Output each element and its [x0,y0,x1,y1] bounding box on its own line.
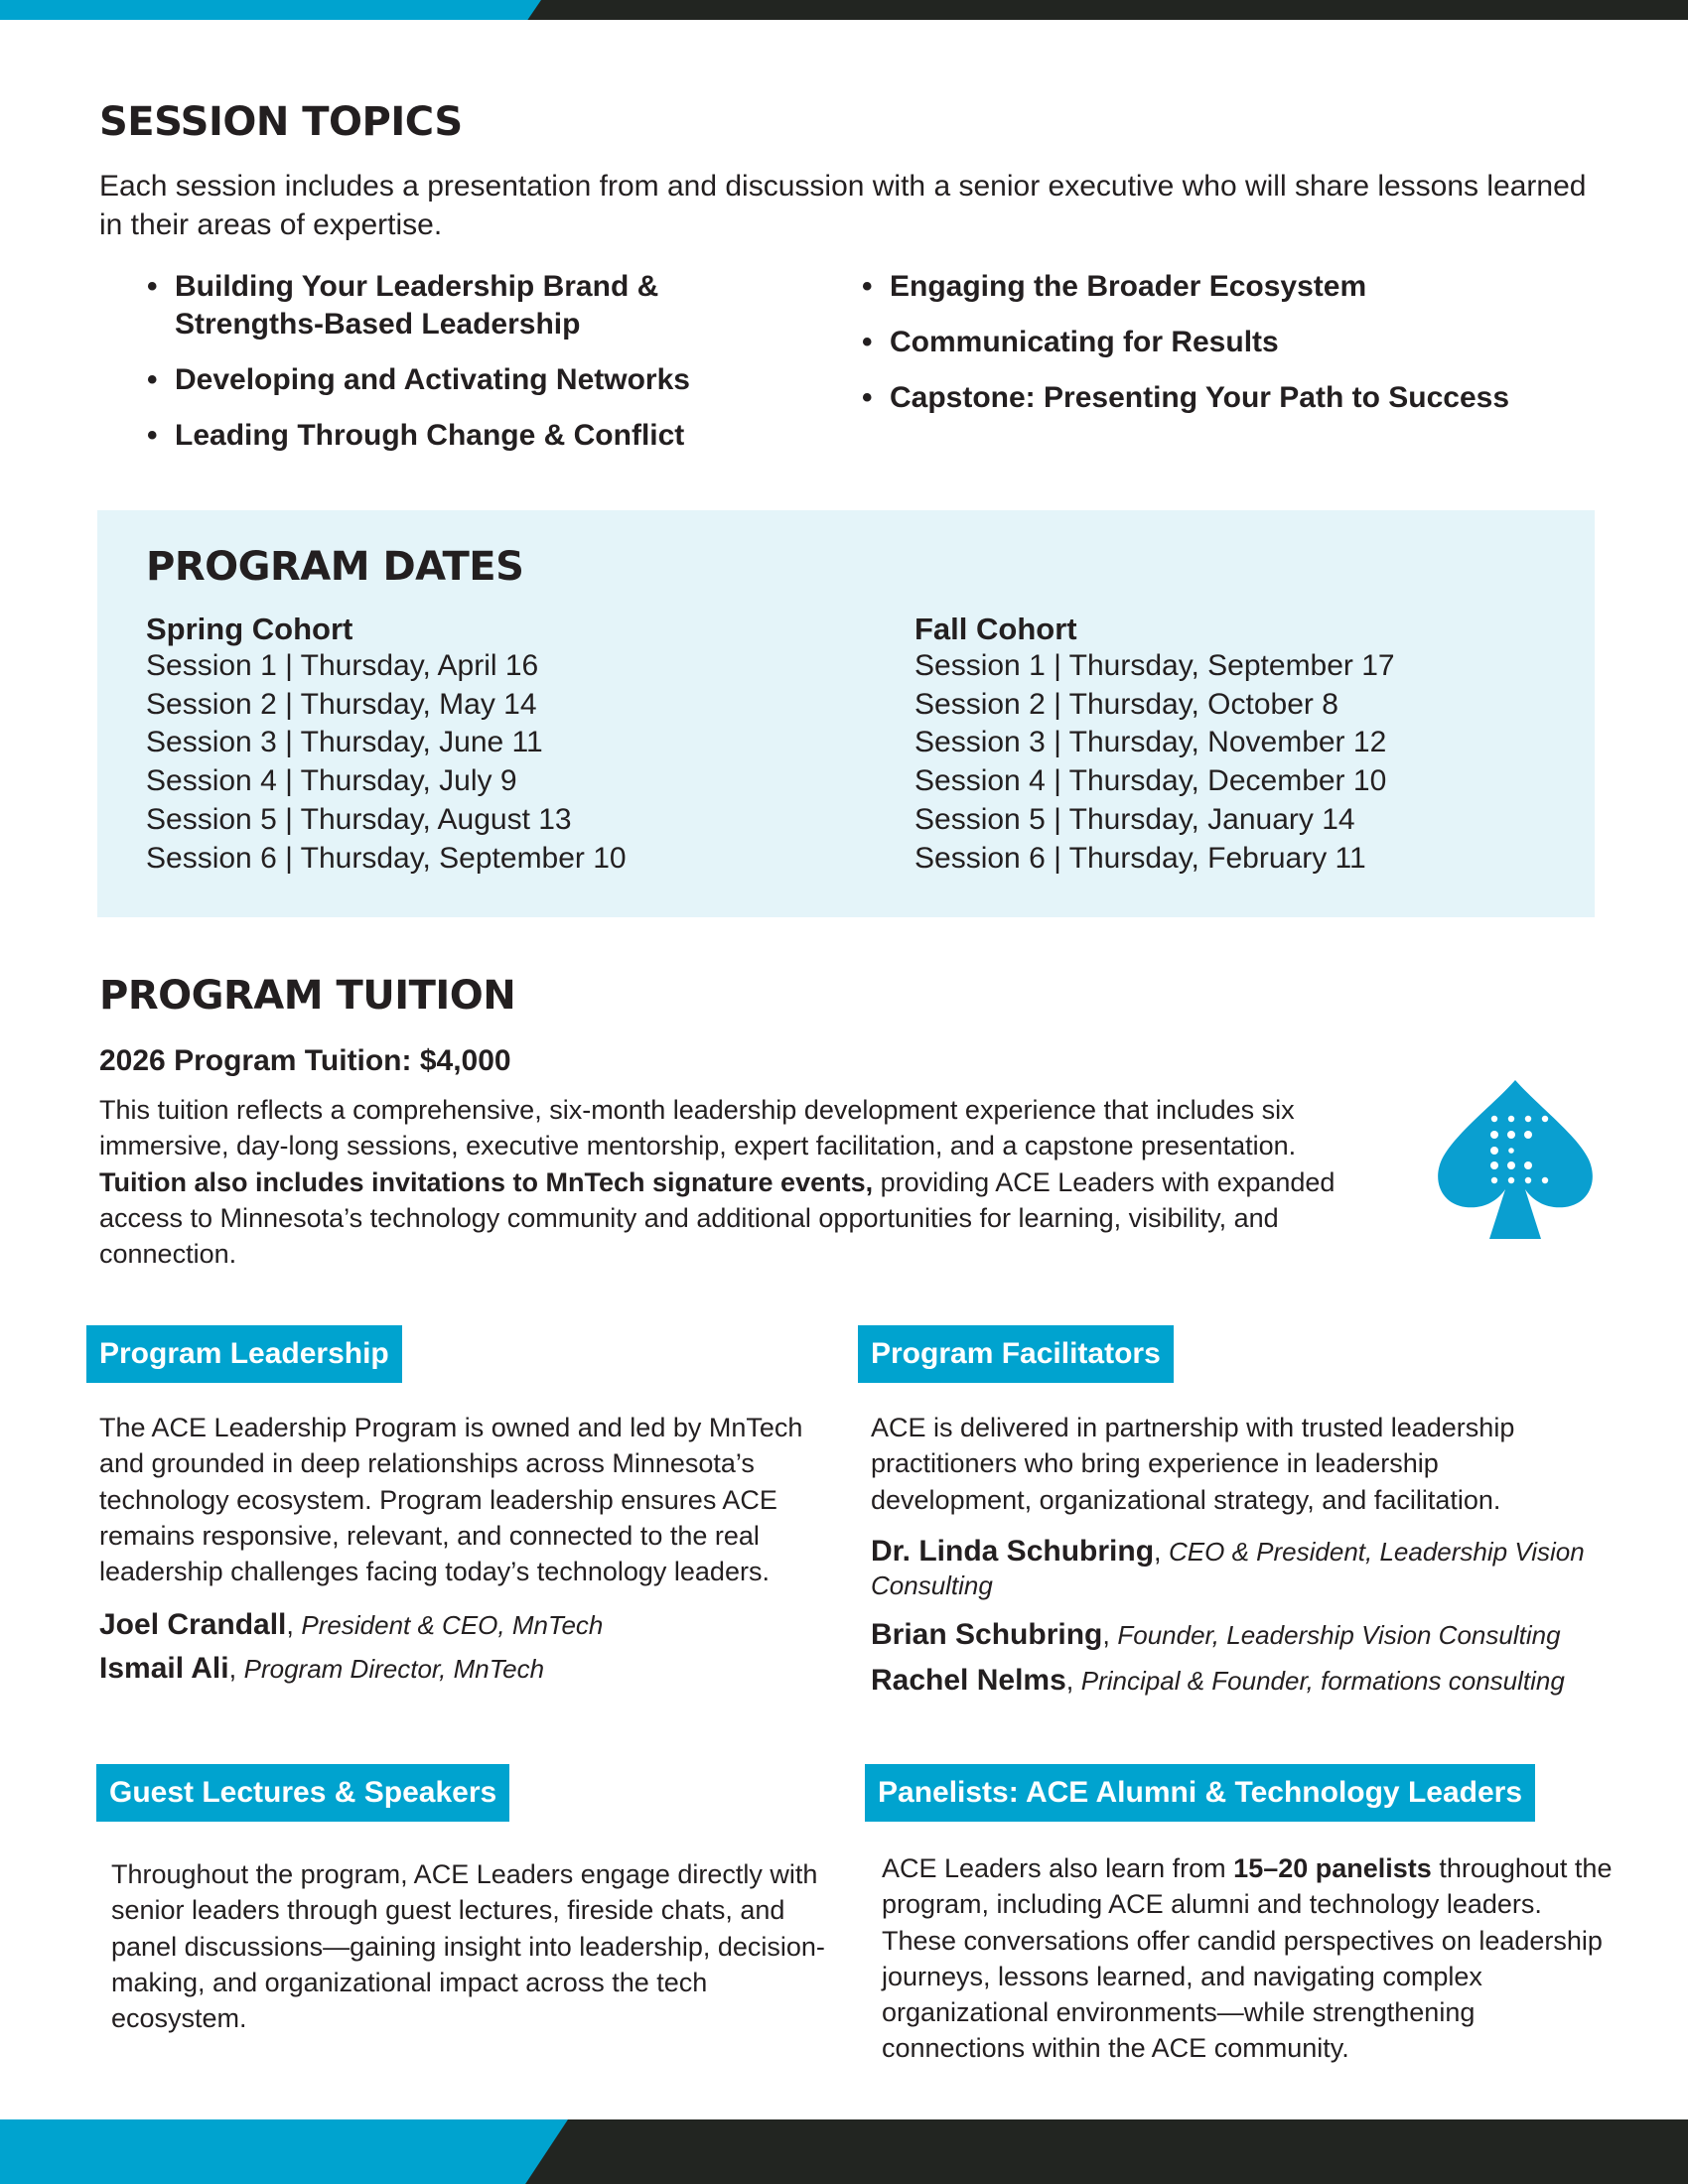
panelists-label: Panelists: ACE Alumni & Technology Leaders [865,1764,1535,1822]
facilitators-description: ACE is delivered in partnership with trusted leadership practitioners who bring experience in leadership development, organizational strategy, and facilitation. [871,1413,1515,1515]
tuition-description [99,1092,1390,1272]
leadership-description: The ACE Leadership Program is owned and led by MnTech and grounded in deep relationships across Minnesota’s technology ecosystem. Program leadership ensures ACE remains responsive, relevant, and connected to the real leadership challenges facing today’s technology leaders. [99,1413,803,1587]
person-name: Ismail Ali [99,1652,229,1685]
top-accent-stripe [0,0,541,20]
fall-cohort [914,610,1395,878]
topic-item: • Capstone: Presenting Your Path to Success [862,379,1577,417]
session-date: Session 4 | Thursday, December 10 [914,764,1387,798]
session-date: Session 1 | Thursday, September 17 [914,649,1395,682]
topic-item: • Engaging the Broader Ecosystem [862,268,1577,306]
program-leadership-label: Program Leadership [86,1325,402,1383]
panelists-text: throughout the program, including ACE alumni and technology leaders. These conversations offer candid perspectives on leadership journeys, lessons learned, and navigating complex organizational environments—while strengthening connections within the ACE community. [882,1853,1613,2064]
topic-item: • Leading Through Change & Conflict [147,417,763,455]
session-date: Session 5 | Thursday, August 13 [146,802,572,836]
session-date: Session 6 | Thursday, September 10 [146,841,627,875]
panelists-count: 15–20 panelists [1233,1853,1432,1883]
leader-entry: Joel Crandall, President & CEO, MnTech [99,1608,604,1641]
program-dates-heading: PROGRAM DATES [146,544,524,590]
leader-entry: Ismail Ali, Program Director, MnTech [99,1652,545,1685]
tuition-highlight: Tuition also includes invitations to MnTech signature events, [99,1166,874,1197]
person-name: Joel Crandall [99,1608,287,1641]
person-role: President & CEO, MnTech [301,1610,604,1640]
person-name: Brian Schubring [871,1618,1103,1651]
topic-item: • Developing and Activating Networks [147,361,763,399]
guest-lectures-label: Guest Lectures & Speakers [96,1764,509,1822]
fall-cohort-title: Fall Cohort [914,612,1077,646]
session-date: Session 3 | Thursday, November 12 [914,726,1387,759]
bottom-decorative-band [0,2119,1688,2184]
guest-lectures-description: Throughout the program, ACE Leaders engage directly with senior leaders through guest lectures, fireside chats, and panel discussions—gaining insight into leadership, decision-making, and organizational impact across the tech ecosystem. [111,1859,825,2034]
session-date: Session 2 | Thursday, May 14 [146,687,537,721]
bottom-accent-stripe [0,2119,568,2184]
person-name: Dr. Linda Schubring [871,1535,1155,1568]
facilitator-entry: Dr. Linda Schubring, CEO & President, Leadership Vision Consulting [871,1535,1585,1600]
person-name: Rachel Nelms [871,1664,1066,1697]
facilitator-entry: Rachel Nelms, Principal & Founder, formations consulting [871,1664,1565,1697]
topic-item: • Communicating for Results [862,324,1577,361]
topics-list-right [862,268,1577,435]
session-date: Session 4 | Thursday, July 9 [146,764,517,798]
person-role: Program Director, MnTech [243,1654,545,1684]
program-tuition-heading: PROGRAM TUITION [99,973,516,1019]
session-date: Session 6 | Thursday, February 11 [914,841,1366,875]
topic-item: • Building Your Leadership Brand & Strengths-Based Leadership [147,268,763,343]
facilitator-entry: Brian Schubring, Founder, Leadership Vision Consulting [871,1618,1561,1651]
spring-cohort-title: Spring Cohort [146,612,353,646]
session-date: Session 3 | Thursday, June 11 [146,726,543,759]
panelists-description [882,1850,1617,2067]
spring-cohort [146,610,627,878]
session-topics-heading: SESSION TOPICS [99,99,463,145]
tuition-text: This tuition reflects a comprehensive, six-month leadership development experience that includes six immersive, day-long sessions, executive mentorship, expert facilitation, and a capstone presentation. [99,1095,1297,1161]
tuition-price: 2026 Program Tuition: $4,000 [99,1044,511,1077]
program-dates-panel [97,510,1595,917]
session-date: Session 2 | Thursday, October 8 [914,687,1338,721]
panelists-text: ACE Leaders also learn from [882,1853,1234,1883]
top-decorative-band [0,0,1688,20]
person-role: Principal & Founder, formations consulting [1080,1666,1565,1696]
spade-dots-logo-icon [1434,1080,1597,1239]
session-topics-intro: Each session includes a presentation from and discussion with a senior executive who will share lessons learned in their areas of expertise. [99,170,1587,241]
tuition-text: providing ACE Leaders with expanded access to Minnesota’s technology community and additional opportunities for learning, visibility, and connection. [99,1166,1336,1270]
person-role: Founder, Leadership Vision Consulting [1117,1620,1561,1650]
session-date: Session 5 | Thursday, January 14 [914,802,1355,836]
topics-list-left [147,268,763,473]
person-role: CEO & President, Leadership Vision Consulting [871,1537,1585,1600]
program-facilitators-label: Program Facilitators [858,1325,1174,1383]
session-date: Session 1 | Thursday, April 16 [146,649,539,682]
